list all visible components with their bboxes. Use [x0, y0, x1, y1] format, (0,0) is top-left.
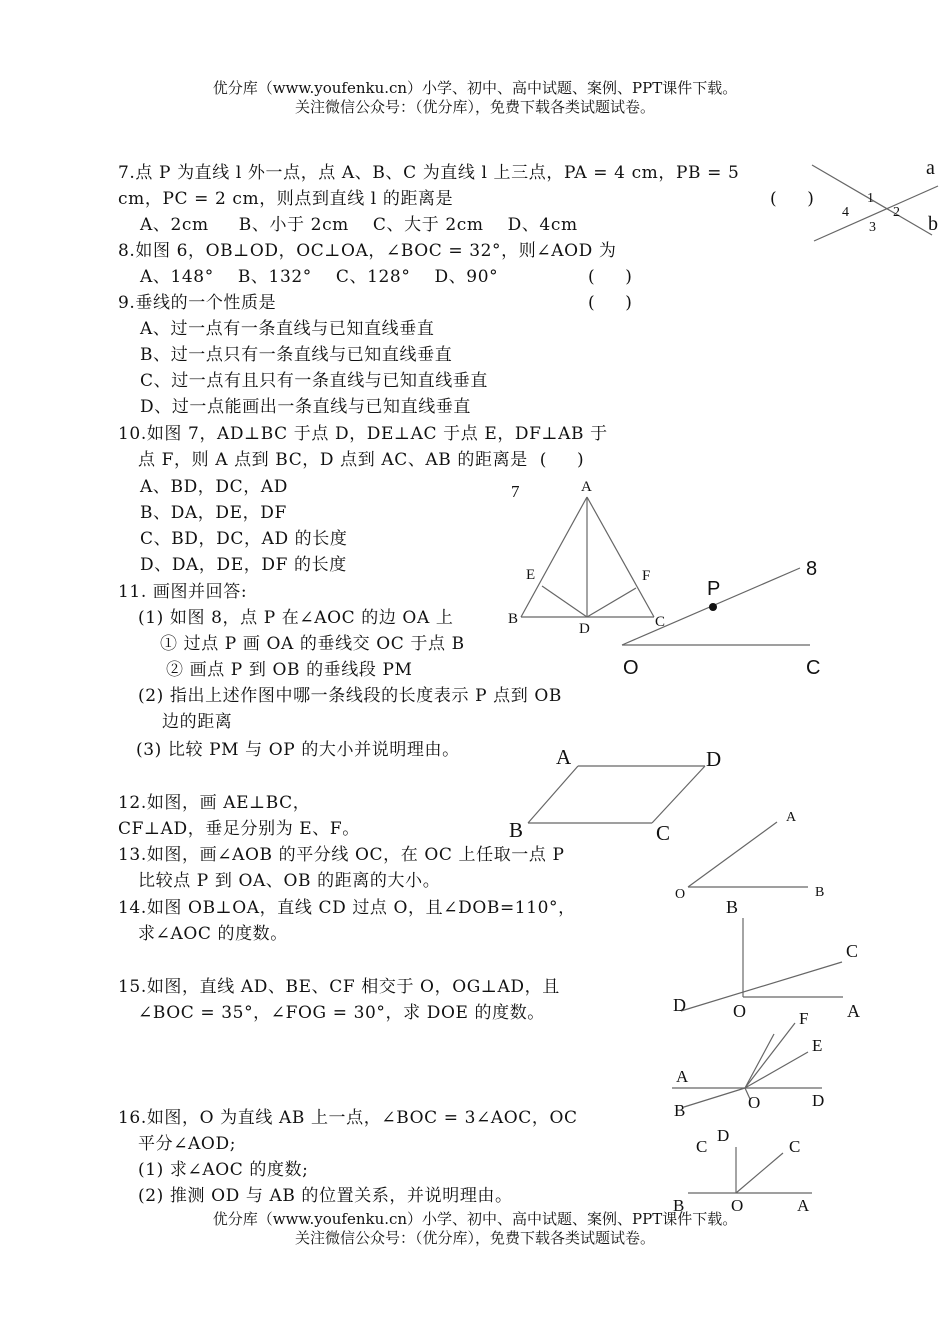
fig15-ray-of: [745, 1023, 795, 1088]
fig7-side-ac: [587, 497, 654, 617]
fig15-label-a: A: [676, 1067, 689, 1086]
fig12-side-dc: [652, 766, 705, 823]
header-line-1: 优分库（www.youfenku.cn）小学、初中、高中试题、案例、PPT课件下载。: [212, 79, 738, 97]
fig16-label-d: D: [717, 1126, 730, 1145]
q16-line-2: 平分∠AOD;: [138, 1134, 237, 1154]
q10-option-b: B、DA，DE，DF: [140, 503, 287, 523]
fig13-label-a: A: [786, 810, 797, 825]
fig16-label-c: C: [789, 1137, 801, 1156]
fig7-label-c: C: [655, 614, 666, 630]
fig7-segment-df: [587, 588, 636, 617]
fig13-ray-oa: [688, 822, 777, 887]
fig7-label-b: B: [508, 611, 519, 627]
fig8-label-c: C: [806, 657, 821, 679]
fig15-label-b: B: [674, 1101, 686, 1120]
q11-part-1: (1) 如图 8，点 P 在∠AOC 的边 OA 上: [138, 608, 454, 628]
header-line-2: 关注微信公众号：（优分库），免费下载各类试题试卷。: [294, 98, 655, 116]
fig16-label-c-left: C: [696, 1137, 708, 1156]
q7-line-1: 7.点 P 为直线 l 外一点，点 A、B、C 为直线 l 上三点，PA = 4 cm，PB = 5: [118, 163, 740, 183]
fig6-label-3: 3: [869, 220, 876, 235]
q10-option-d: D、DA，DE，DF 的长度: [140, 555, 347, 575]
fig13-label-b: B: [815, 885, 825, 900]
fig16-label-a: A: [797, 1196, 810, 1215]
fig6-label-a: a: [926, 157, 935, 179]
q14-line-2: 求∠AOC 的度数。: [138, 924, 288, 944]
q15-line-2: ∠BOC = 35°，∠FOG = 30°，求 DOE 的度数。: [138, 1003, 545, 1023]
fig15-label-f: F: [799, 1009, 809, 1028]
fig14-label-d: D: [673, 995, 686, 1015]
q8-line-1: 8.如图 6，OB⊥OD，OC⊥OA，∠BOC = 32°，则∠AOD 为: [118, 241, 617, 261]
fig6-label-b: b: [928, 213, 938, 235]
q13-line-1: 13.如图，画∠AOB 的平分线 OC，在 OC 上任取一点 P: [118, 845, 565, 865]
q12-line-1: 12.如图，画 AE⊥BC，: [118, 793, 311, 813]
fig15-ray-ob: [684, 1088, 745, 1107]
q7-options: A、2cm B、小于 2cm C、大于 2cm D、4cm: [140, 215, 578, 235]
q10-option-c: C、BD，DC，AD 的长度: [140, 529, 348, 549]
q16-line-1: 16.如图，O 为直线 AB 上一点，∠BOC = 3∠AOC，OC: [118, 1108, 578, 1128]
q11-part-1a: ① 过点 P 画 OA 的垂线交 OC 于点 B: [160, 634, 465, 654]
q10-line-2: 点 F，则 A 点到 BC，D 点到 AC、AB 的距离是 ( ): [138, 450, 585, 470]
q8-options: A、148° B、132° C、128° D、90°: [140, 267, 499, 287]
q9-option-a: A、过一点有一条直线与已知直线垂直: [140, 319, 435, 339]
fig7-label-d: D: [579, 621, 590, 637]
q9-option-b: B、过一点只有一条直线与已知直线垂直: [140, 345, 453, 365]
fig7-segment-de: [542, 586, 587, 617]
q9-answer-paren: ( ): [588, 293, 633, 313]
q7-line-2: cm，PC = 2 cm，则点到直线 l 的距离是: [118, 189, 454, 209]
fig12-label-a: A: [556, 745, 572, 769]
q9-option-c: C、过一点有且只有一条直线与已知直线垂直: [140, 371, 489, 391]
fig14-label-c: C: [846, 941, 859, 961]
fig12-side-ab: [528, 766, 578, 823]
fig7-label-a: A: [581, 479, 592, 495]
fig8-label-o: O: [623, 657, 639, 679]
q10-option-a: A、BD，DC，AD: [140, 477, 288, 497]
fig6-label-4: 4: [842, 205, 849, 220]
fig7-number: 7: [511, 482, 520, 501]
fig16-ray-oc: [736, 1153, 783, 1193]
q10-line-1: 10.如图 7，AD⊥BC 于点 D，DE⊥AC 于点 E，DF⊥AB 于: [118, 424, 608, 444]
q11-part-2b: 边的距离: [162, 712, 233, 732]
fig16-label-o: O: [731, 1196, 744, 1215]
q11-part-2a: (2) 指出上述作图中哪一条线段的长度表示 P 点到 OB: [138, 686, 562, 706]
fig8-number: 8: [806, 558, 818, 580]
fig8-label-p: P: [707, 578, 721, 600]
fig6-label-2: 2: [893, 205, 900, 220]
q11-part-1b: ② 画点 P 到 OB 的垂线段 PM: [166, 660, 413, 680]
fig15-label-d: D: [812, 1091, 825, 1110]
footer-line-2: 关注微信公众号：（优分库），免费下载各类试题试卷。: [294, 1229, 655, 1247]
fig12-label-b: B: [509, 818, 524, 842]
fig12-label-d: D: [706, 747, 722, 771]
fig13-label-o: O: [675, 887, 686, 902]
fig15-label-o: O: [748, 1093, 761, 1112]
fig14-label-o: O: [733, 1001, 746, 1021]
fig14-line-cd: [681, 962, 842, 1011]
fig7-label-e: E: [526, 567, 536, 583]
fig16-label-b: B: [673, 1196, 685, 1215]
q9-line-1: 9.垂线的一个性质是: [118, 293, 277, 313]
q12-line-2: CF⊥AD，垂足分别为 E、F。: [118, 819, 360, 839]
q9-option-d: D、过一点能画出一条直线与已知直线垂直: [140, 397, 472, 417]
fig7-side-ab: [521, 497, 587, 617]
footer-line-1: 优分库（www.youfenku.cn）小学、初中、高中试题、案例、PPT课件下载。: [212, 1210, 738, 1228]
q7-answer-paren: ( ): [770, 189, 815, 209]
q11-part-3: (3) 比较 PM 与 OP 的大小并说明理由。: [136, 740, 460, 760]
fig15-label-e: E: [812, 1036, 823, 1055]
fig12-label-c: C: [656, 821, 671, 845]
q16-part-1: (1) 求∠AOC 的度数;: [138, 1160, 309, 1180]
q14-line-1: 14.如图 OB⊥OA，直线 CD 过点 O，且∠DOB=110°，: [118, 898, 576, 918]
q11-line-1: 11. 画图并回答:: [118, 582, 248, 602]
fig8-point-p: [709, 603, 717, 611]
fig6-line-b: [814, 186, 938, 241]
fig14-label-b: B: [726, 897, 739, 917]
q13-line-2: 比较点 P 到 OA、OB 的距离的大小。: [138, 871, 441, 891]
fig7-label-f: F: [642, 568, 651, 584]
fig14-label-a: A: [847, 1001, 860, 1021]
q8-answer-paren: ( ): [588, 267, 633, 287]
fig6-label-1: 1: [867, 191, 874, 206]
q15-line-1: 15.如图，直线 AD、BE、CF 相交于 O，OG⊥AD，且: [118, 977, 560, 997]
q16-part-2: (2) 推测 OD 与 AB 的位置关系，并说明理由。: [138, 1186, 513, 1206]
